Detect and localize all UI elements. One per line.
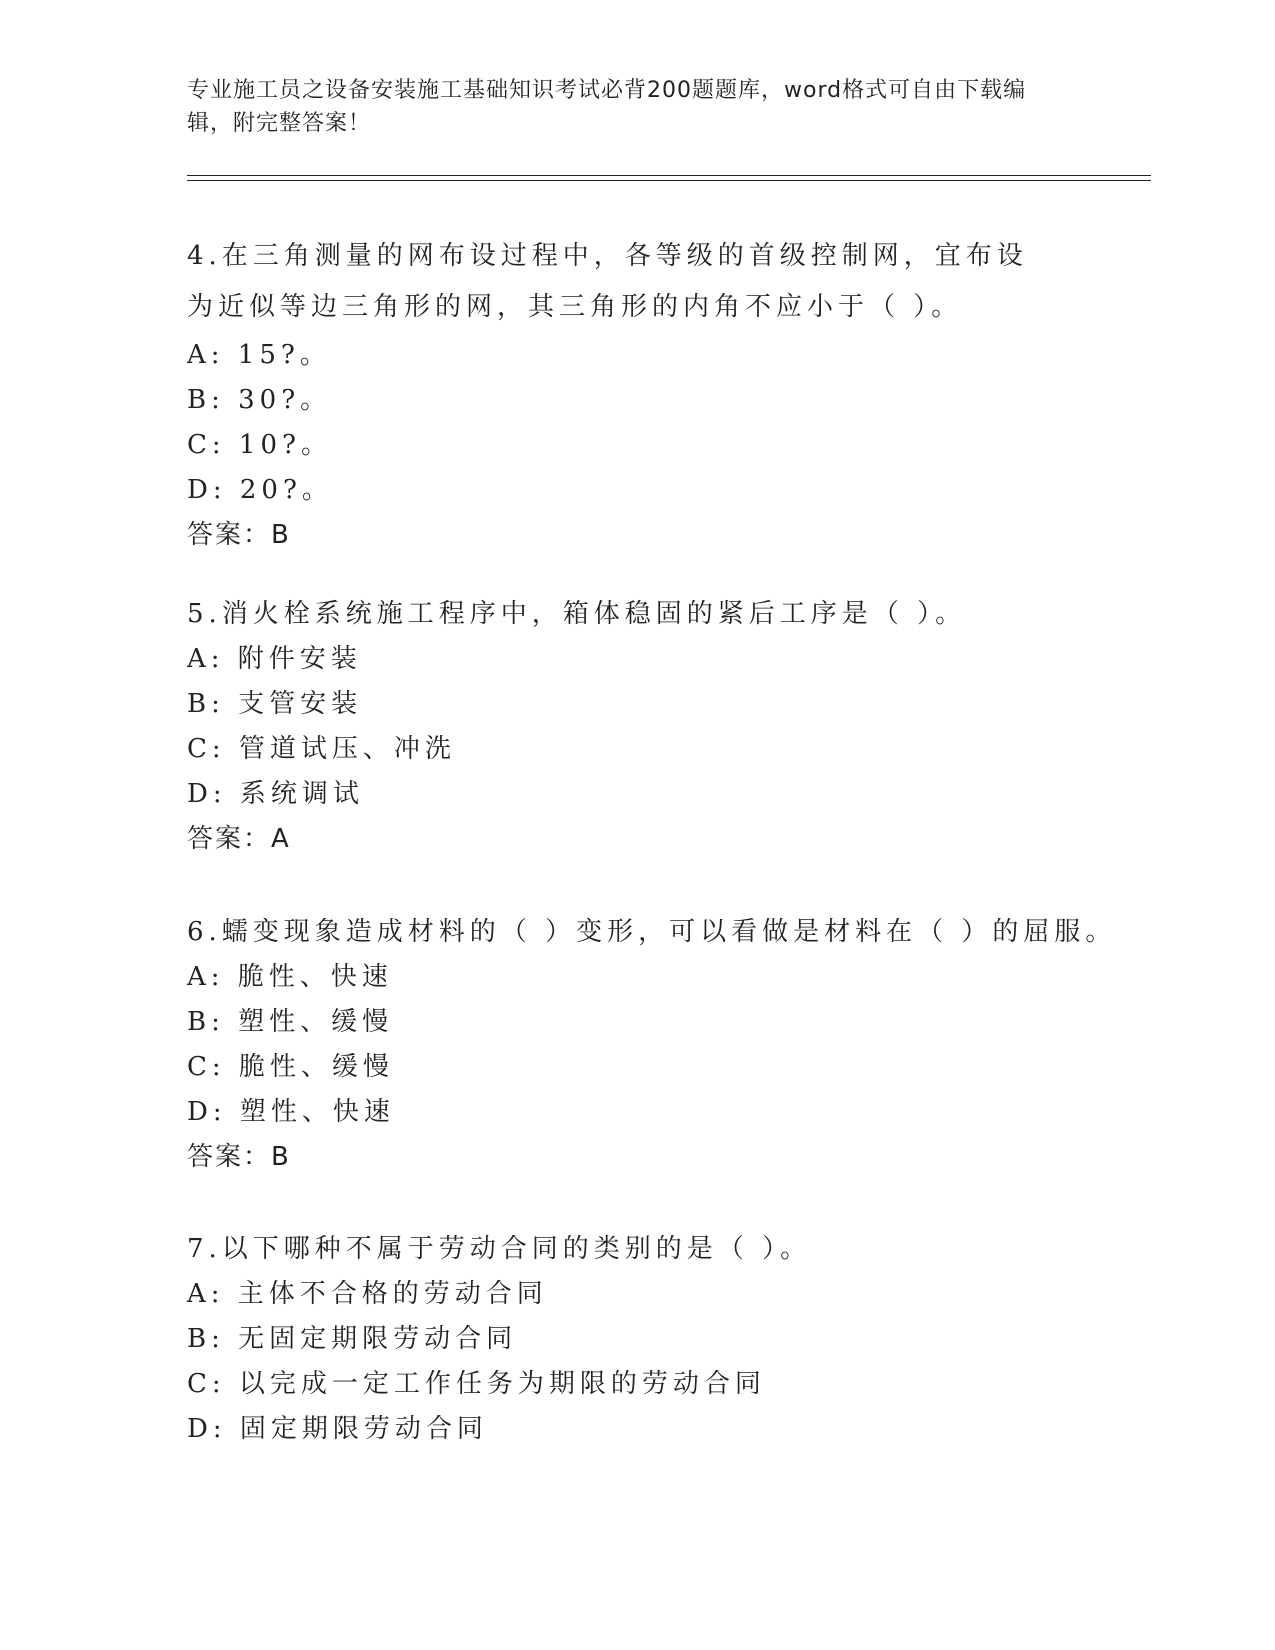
answer-label: 答案：B (187, 520, 291, 550)
option-a: A: 主体不合格的劳动合同 (187, 1279, 548, 1309)
option-c: C: 管道试压、冲洗 (187, 734, 456, 764)
option-c: C: 以完成一定工作任务为期限的劳动合同 (187, 1369, 766, 1399)
option-d: D: 20?。 (187, 475, 333, 505)
answer-label: 答案：A (187, 824, 291, 854)
question-6 (187, 910, 1117, 1180)
option-b: B: 无固定期限劳动合同 (187, 1324, 518, 1354)
option-d: D: 塑性、快速 (187, 1097, 395, 1127)
option-b: B: 塑性、缓慢 (187, 1007, 394, 1037)
question-5 (187, 592, 1087, 862)
header-divider-bottom (187, 180, 1151, 181)
option-a: A: 15?。 (187, 340, 331, 370)
option-c: C: 10?。 (187, 430, 332, 460)
option-b: B: 30?。 (187, 385, 332, 415)
option-a: A: 附件安装 (187, 644, 362, 674)
answer-label: 答案：B (187, 1142, 291, 1172)
document-header: 专业施工员之设备安装施工基础知识考试必背200题题库，word格式可自由下载编辑，附完整答案！ (187, 78, 1027, 136)
question-7 (187, 1227, 1087, 1452)
option-c: C: 脆性、缓慢 (187, 1052, 394, 1082)
option-d: D: 固定期限劳动合同 (187, 1414, 488, 1444)
question-title: 6.蠕变现象造成材料的（ ）变形，可以看做是材料在（ ）的屈服。 (187, 917, 1117, 947)
question-4 (187, 231, 1087, 558)
header-divider-top (187, 175, 1151, 176)
question-title: 7.以下哪种不属于劳动合同的类别的是（ ）。 (187, 1234, 812, 1264)
option-a: A: 脆性、快速 (187, 962, 393, 992)
question-title: 4.在三角测量的网布设过程中，各等级的首级控制网，宜布设为近似等边三角形的网，其三角形的内角不应小于（ ）。 (187, 241, 1028, 322)
question-title: 5.消火栓系统施工程序中，箱体稳固的紧后工序是（ ）。 (187, 599, 967, 629)
option-b: B: 支管安装 (187, 689, 363, 719)
option-d: D: 系统调试 (187, 779, 364, 809)
